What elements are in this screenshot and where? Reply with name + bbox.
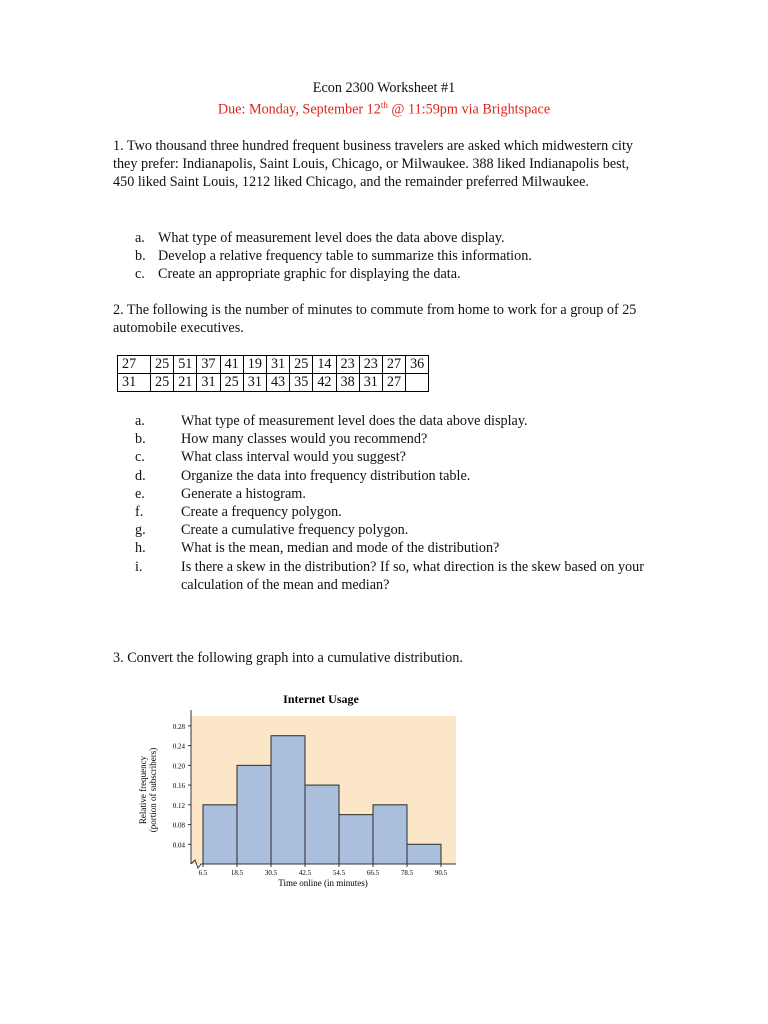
table-cell: 41 xyxy=(220,356,243,374)
list-item xyxy=(135,247,532,265)
list-text: Organize the data into frequency distribution table. xyxy=(181,467,471,484)
list-text: How many classes would you recommend? xyxy=(181,431,428,448)
table-cell: 23 xyxy=(359,356,382,374)
commute-data-table xyxy=(117,355,429,392)
y-tick-label: 0.24 xyxy=(172,742,185,751)
histogram-bar xyxy=(271,736,305,864)
list-item xyxy=(135,265,532,283)
list-text: Develop a relative frequency table to summarize this information. xyxy=(158,248,532,265)
histogram-bar xyxy=(203,805,237,864)
list-marker: b. xyxy=(135,431,146,448)
table-cell: 51 xyxy=(174,356,197,374)
table-cell: 36 xyxy=(406,356,429,374)
list-marker: i. xyxy=(135,558,143,575)
table-cell xyxy=(406,374,429,392)
question-1-text: 1. Two thousand three hundred frequent business travelers are asked which midwestern city they prefer: Indianapolis, Saint Louis, Chicago, or Milwaukee. 388 liked Indianapolis best, 450 liked Saint Louis, 1212 liked Chicago, and the remainder preferred Milwaukee. xyxy=(113,138,633,191)
table-cell: 31 xyxy=(118,374,151,392)
due-prefix: Due: Monday, September 12 xyxy=(217,101,381,118)
histogram-bar xyxy=(305,785,339,864)
internet-usage-histogram xyxy=(113,680,513,895)
list-item xyxy=(135,430,655,448)
table-cell: 31 xyxy=(243,374,266,392)
due-suffix: @ 11:59pm via Brightspace xyxy=(387,101,551,118)
list-marker: c. xyxy=(135,266,145,283)
list-marker: c. xyxy=(135,449,145,466)
list-marker: d. xyxy=(135,467,146,484)
y-tick-label: 0.16 xyxy=(172,782,185,791)
worksheet-title: Econ 2300 Worksheet #1 xyxy=(312,80,456,96)
y-axis-label-line2: (portion of subscribers) xyxy=(148,747,158,833)
histogram-bar xyxy=(237,765,271,864)
histogram-bar xyxy=(339,815,373,864)
list-marker: a. xyxy=(135,413,145,429)
y-tick-label: 0.12 xyxy=(172,801,185,810)
list-text: What type of measurement level does the data above display. xyxy=(181,413,528,429)
table-cell: 14 xyxy=(313,356,336,374)
chart-title: Internet Usage xyxy=(283,692,359,706)
x-tick-label: 90.5 xyxy=(434,869,448,877)
histogram-svg xyxy=(113,680,513,895)
table-cell: 27 xyxy=(382,356,405,374)
table-cell: 31 xyxy=(197,374,220,392)
table-cell: 25 xyxy=(220,374,243,392)
table-cell: 38 xyxy=(336,374,359,392)
table-cell: 27 xyxy=(382,374,405,392)
table-cell: 31 xyxy=(266,356,289,374)
question-2-text: 2. The following is the number of minutes to commute from home to work for a group of 25 automobile executives. xyxy=(113,302,637,337)
table-cell: 25 xyxy=(151,374,174,392)
y-axis-label-line1: Relative frequency xyxy=(138,755,148,825)
table-cell: 37 xyxy=(197,356,220,374)
x-tick-label: 54.5 xyxy=(332,869,346,877)
table-cell: 21 xyxy=(174,374,197,392)
table-cell: 23 xyxy=(336,356,359,374)
list-item xyxy=(135,412,655,430)
table-cell: 31 xyxy=(359,374,382,392)
question-2-list xyxy=(135,412,655,594)
table-row xyxy=(118,356,429,374)
list-item xyxy=(135,467,655,485)
list-item xyxy=(135,503,655,521)
table-cell: 42 xyxy=(313,374,336,392)
x-tick-label: 42.5 xyxy=(298,869,312,877)
table-cell: 27 xyxy=(118,356,151,374)
list-marker: h. xyxy=(135,540,146,557)
list-text: Is there a skew in the distribution? If so, what direction is the skew based on your calculation of the mean and median? xyxy=(181,558,644,593)
list-marker: e. xyxy=(135,485,145,502)
list-item xyxy=(135,539,655,557)
list-item xyxy=(135,521,655,539)
question-1-list xyxy=(135,229,532,284)
table-cell: 25 xyxy=(290,356,313,374)
question-3-text: 3. Convert the following graph into a cumulative distribution. xyxy=(113,650,463,666)
x-tick-label: 18.5 xyxy=(230,869,244,877)
table-cell: 35 xyxy=(290,374,313,392)
x-tick-label: 78.5 xyxy=(400,869,414,877)
table-cell: 25 xyxy=(151,356,174,374)
y-tick-label: 0.28 xyxy=(172,722,185,731)
list-text: What type of measurement level does the data above display. xyxy=(158,230,505,246)
table-cell: 19 xyxy=(243,356,266,374)
x-tick-label: 6.5 xyxy=(198,869,208,877)
y-tick-label: 0.08 xyxy=(172,821,185,830)
y-tick-label: 0.04 xyxy=(172,841,185,850)
table-row xyxy=(118,374,429,392)
x-axis-label: Time online (in minutes) xyxy=(278,878,368,888)
histogram-bar xyxy=(373,805,407,864)
due-date xyxy=(0,100,768,119)
list-text: What class interval would you suggest? xyxy=(181,449,406,466)
y-tick-label: 0.20 xyxy=(172,762,185,771)
list-text: Create an appropriate graphic for displaying the data. xyxy=(158,266,461,283)
list-marker: b. xyxy=(135,248,146,265)
x-tick-label: 66.5 xyxy=(366,869,380,877)
list-text: Create a cumulative frequency polygon. xyxy=(181,522,409,539)
list-marker: a. xyxy=(135,230,145,246)
list-item xyxy=(135,485,655,503)
list-item xyxy=(135,448,655,466)
list-marker: f. xyxy=(135,504,144,521)
list-text: Generate a histogram. xyxy=(181,485,306,502)
due-superscript: th xyxy=(380,100,388,110)
list-text: Create a frequency polygon. xyxy=(181,504,342,521)
x-tick-label: 30.5 xyxy=(264,869,278,877)
list-marker: g. xyxy=(135,522,146,539)
list-item xyxy=(135,229,532,247)
list-item xyxy=(135,558,655,594)
list-text: What is the mean, median and mode of the distribution? xyxy=(181,540,500,557)
histogram-bar xyxy=(407,844,441,864)
table-cell: 43 xyxy=(266,374,289,392)
